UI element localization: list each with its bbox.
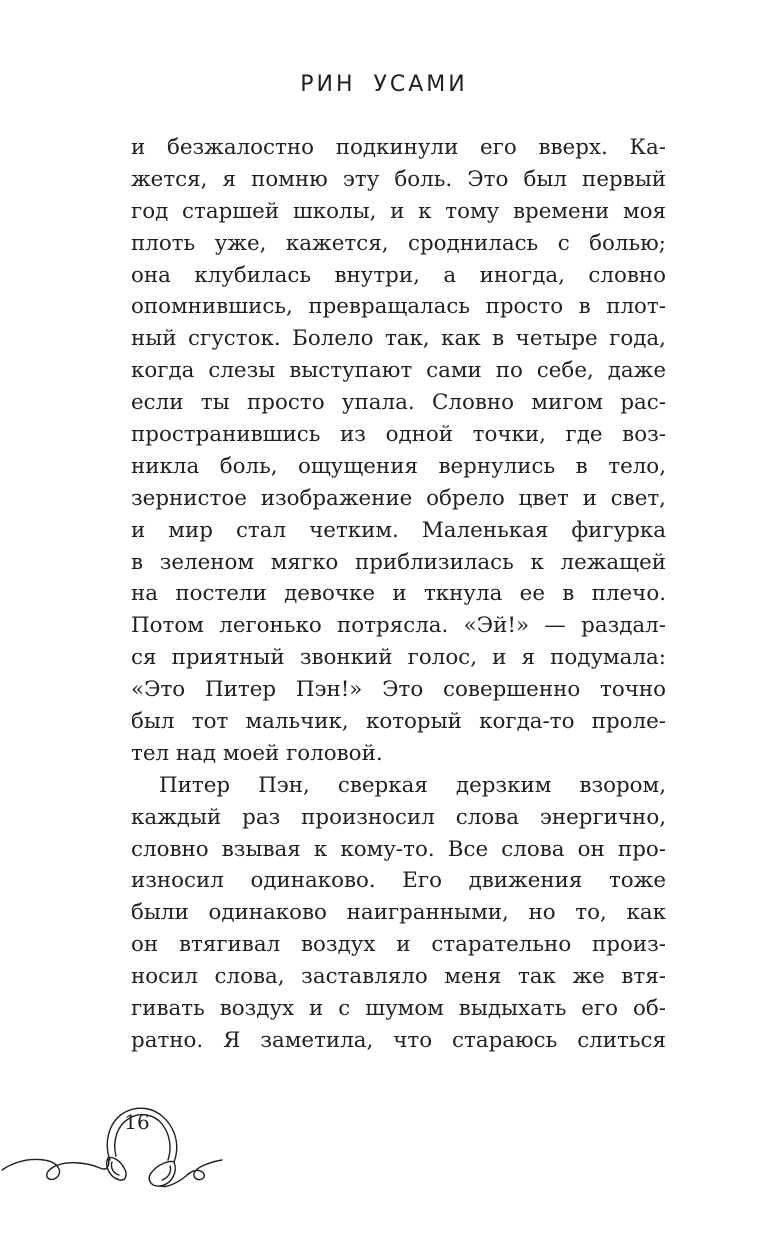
text-line: и мир стал четким. Маленькая фигурка [131, 517, 666, 543]
headphones-icon [0, 1088, 240, 1198]
running-head: РИН УСАМИ [300, 72, 468, 97]
text-line: когда слезы выступают сами по себе, даже [131, 358, 666, 384]
text-line: год старшей школы, и к тому времени моя [131, 198, 666, 224]
text-line: носил слова, заставляло меня так же втя- [131, 964, 666, 990]
text-line: износил одинаково. Его движения тоже [131, 868, 666, 894]
text-line: она клубилась внутри, а иногда, словно [131, 262, 666, 288]
text-line: и безжалостно подкинули его вверх. Ка- [131, 135, 666, 160]
text-line: он втягивал воздух и старательно произ- [131, 932, 666, 958]
text-line: если ты просто упала. Словно мигом рас- [131, 390, 666, 416]
text-line: ный сгусток. Болело так, как в четыре года, [131, 326, 666, 352]
text-line: зернистое изображение обрело цвет и свет, [131, 485, 666, 511]
text-line: были одинаково наигранными, но то, как [131, 900, 666, 926]
text-line: «Это Питер Пэн!» Это совершенно точно [131, 677, 666, 703]
text-line: опомнившись, превращалась просто в плот- [131, 294, 666, 320]
text-line: ратно. Я заметила, что стараюсь слиться [131, 1027, 666, 1053]
text-line: жется, я помню эту боль. Это был первый [131, 166, 666, 192]
text-line: каждый раз произносил слова энергично, [131, 804, 666, 830]
page-number: 16 [124, 1110, 150, 1134]
text-line: Потом легонько потрясла. «Эй!» — раздал- [131, 613, 666, 639]
text-line: плоть уже, кажется, сроднилась с болью; [131, 230, 666, 256]
text-line: в зеленом мягко приблизилась к лежащей [131, 549, 666, 575]
text-line: никла боль, ощущения вернулись в тело, [131, 453, 666, 479]
text-line: гивать воздух и с шумом выдыхать его об- [131, 996, 666, 1022]
text-line: тел над моей головой. [131, 740, 383, 766]
text-line: словно взывая к кому-то. Все слова он про- [131, 836, 666, 862]
text-line: на постели девочке и ткнула ее в плечо. [131, 581, 666, 607]
text-line: пространившись из одной точки, где воз- [131, 422, 666, 448]
body-text [131, 132, 666, 1057]
text-line: ся приятный звонкий голос, и я подумала: [131, 645, 666, 671]
text-line: Питер Пэн, сверкая дерзким взором, [159, 772, 666, 798]
text-line: был тот мальчик, который когда-то проле- [131, 709, 666, 735]
